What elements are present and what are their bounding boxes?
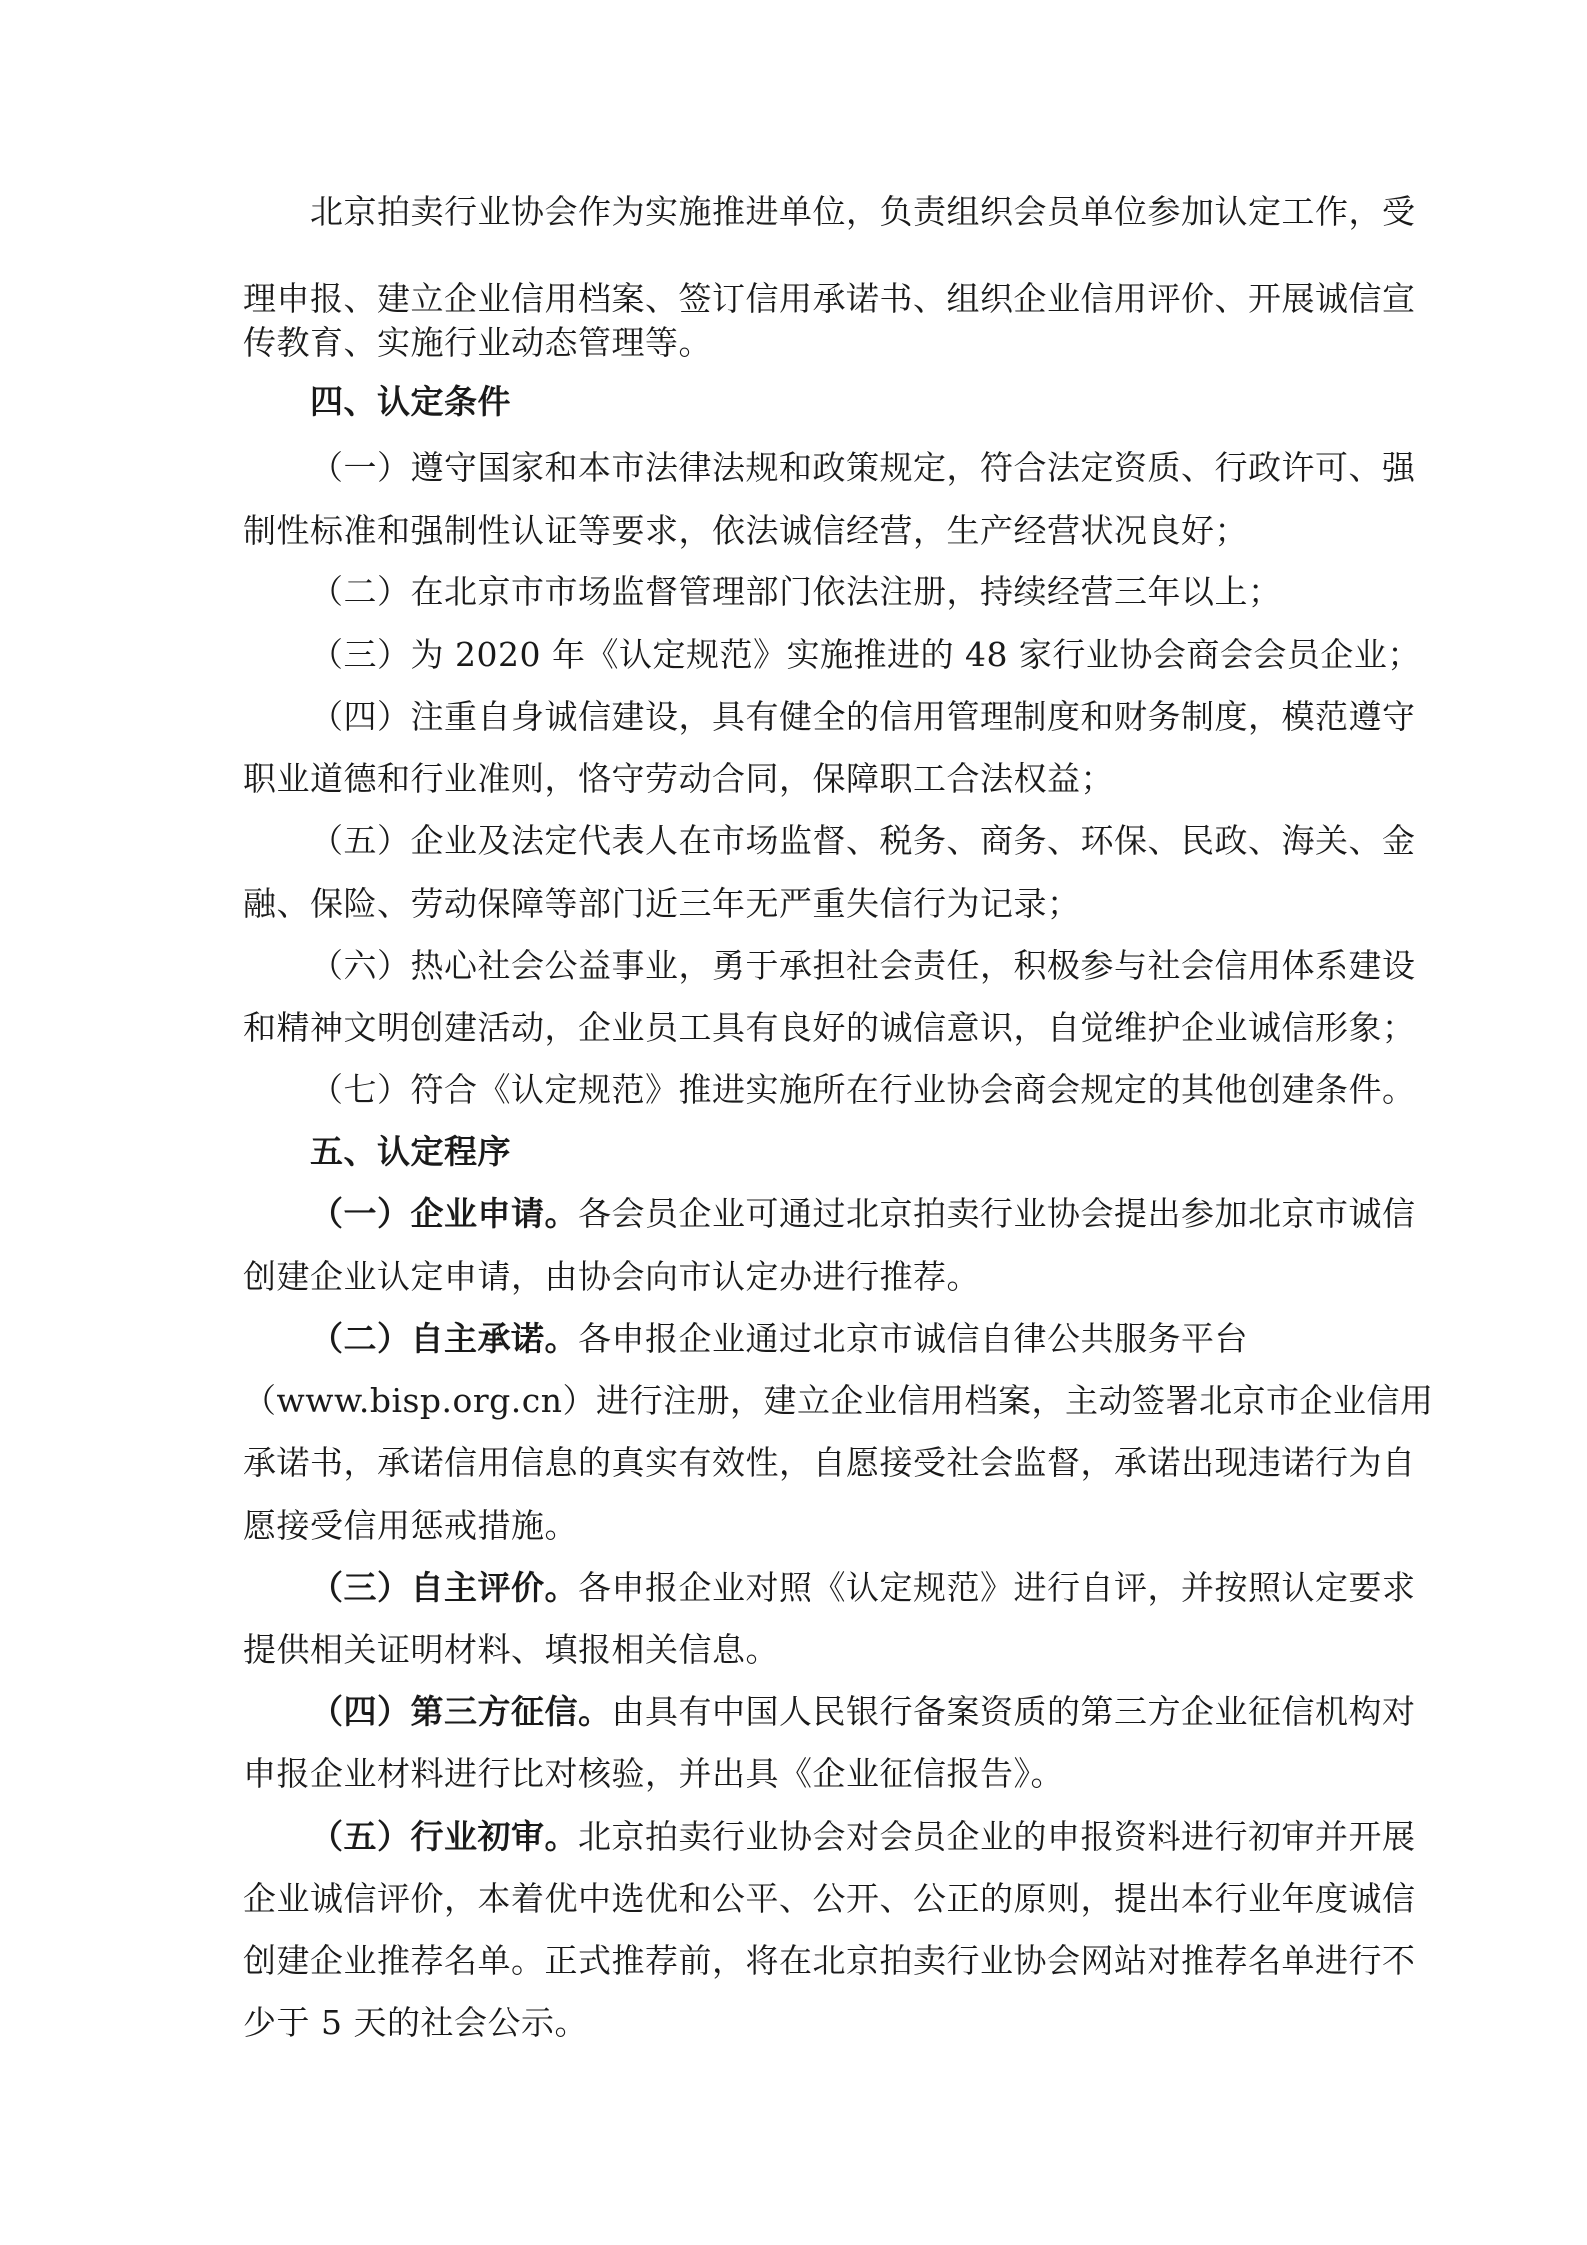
paragraph-line: 融、保险、劳动保障等部门近三年无严重失信行为记录；: [243, 884, 1081, 923]
paragraph-line: （三）为 2020 年《认定规范》实施推进的 48 家行业协会商会会员企业；: [310, 635, 1421, 674]
item-text: 各申报企业对照《认定规范》进行自评，并按照认定要求: [578, 1568, 1416, 1607]
paragraph-line: （四）注重自身诚信建设，具有健全的信用管理制度和财务制度，模范遵守: [310, 697, 1416, 736]
paragraph-line: 制性标准和强制性认证等要求，依法诚信经营，生产经营状况良好；: [243, 511, 1248, 550]
item-text: 北京拍卖行业协会对会员企业的申报资料进行初审并开展: [578, 1817, 1416, 1856]
item-title: （二）自主承诺。: [310, 1319, 578, 1358]
paragraph-line: 北京拍卖行业协会作为实施推进单位，负责组织会员单位参加认定工作，受: [310, 192, 1416, 231]
paragraph-line: 提供相关证明材料、填报相关信息。: [243, 1630, 779, 1669]
paragraph-line: 承诺书，承诺信用信息的真实有效性，自愿接受社会监督，承诺出现违诺行为自: [243, 1443, 1416, 1482]
paragraph-line: 职业道德和行业准则，恪守劳动合同，保障职工合法权益；: [243, 759, 1114, 798]
item-text: 各申报企业通过北京市诚信自律公共服务平台: [578, 1319, 1248, 1358]
paragraph-line: 企业诚信评价，本着优中选优和公平、公开、公正的原则，提出本行业年度诚信: [243, 1879, 1416, 1918]
item-title: （四）第三方征信。: [310, 1692, 612, 1731]
paragraph-line: [310, 1817, 1420, 1857]
paragraph-line: 创建企业推荐名单。正式推荐前，将在北京拍卖行业协会网站对推荐名单进行不: [243, 1941, 1416, 1980]
paragraph-line: 少于 5 天的社会公示。: [243, 2003, 588, 2042]
item-text: 由具有中国人民银行备案资质的第三方企业征信机构对: [611, 1692, 1416, 1731]
paragraph-line: （七）符合《认定规范》推进实施所在行业协会商会规定的其他创建条件。: [310, 1070, 1416, 1109]
paragraph-line: 创建企业认定申请，由协会向市认定办进行推荐。: [243, 1257, 980, 1296]
paragraph-line: [310, 1194, 1420, 1234]
item-title: （五）行业初审。: [310, 1817, 578, 1856]
section-heading: 四、认定条件: [310, 382, 511, 421]
paragraph-line: 愿接受信用惩戒措施。: [243, 1506, 578, 1545]
paragraph-line: 和精神文明创建活动，企业员工具有良好的诚信意识，自觉维护企业诚信形象；: [243, 1008, 1416, 1047]
paragraph-line: （一）遵守国家和本市法律法规和政策规定，符合法定资质、行政许可、强: [310, 448, 1416, 487]
section-heading: 五、认定程序: [310, 1132, 511, 1171]
item-text: 各会员企业可通过北京拍卖行业协会提出参加北京市诚信: [578, 1194, 1416, 1233]
paragraph-line: [310, 1319, 1420, 1359]
item-title: （三）自主评价。: [310, 1568, 578, 1607]
paragraph-line: （www.bisp.org.cn）进行注册，建立企业信用档案，主动签署北京市企业信用: [243, 1381, 1434, 1420]
paragraph-line: （五）企业及法定代表人在市场监督、税务、商务、环保、民政、海关、金: [310, 821, 1416, 860]
paragraph-line: [310, 1692, 1420, 1732]
paragraph-line: 申报企业材料进行比对核验，并出具《企业征信报告》。: [243, 1754, 1064, 1793]
paragraph-line: 理申报、建立企业信用档案、签订信用承诺书、组织企业信用评价、开展诚信宣: [243, 279, 1416, 318]
paragraph-line: [310, 1568, 1420, 1608]
paragraph-line: （二）在北京市市场监督管理部门依法注册，持续经营三年以上；: [310, 572, 1282, 611]
paragraph-line: 传教育、实施行业动态管理等。: [243, 323, 712, 362]
paragraph-line: （六）热心社会公益事业，勇于承担社会责任，积极参与社会信用体系建设: [310, 946, 1416, 985]
item-title: （一）企业申请。: [310, 1194, 578, 1233]
